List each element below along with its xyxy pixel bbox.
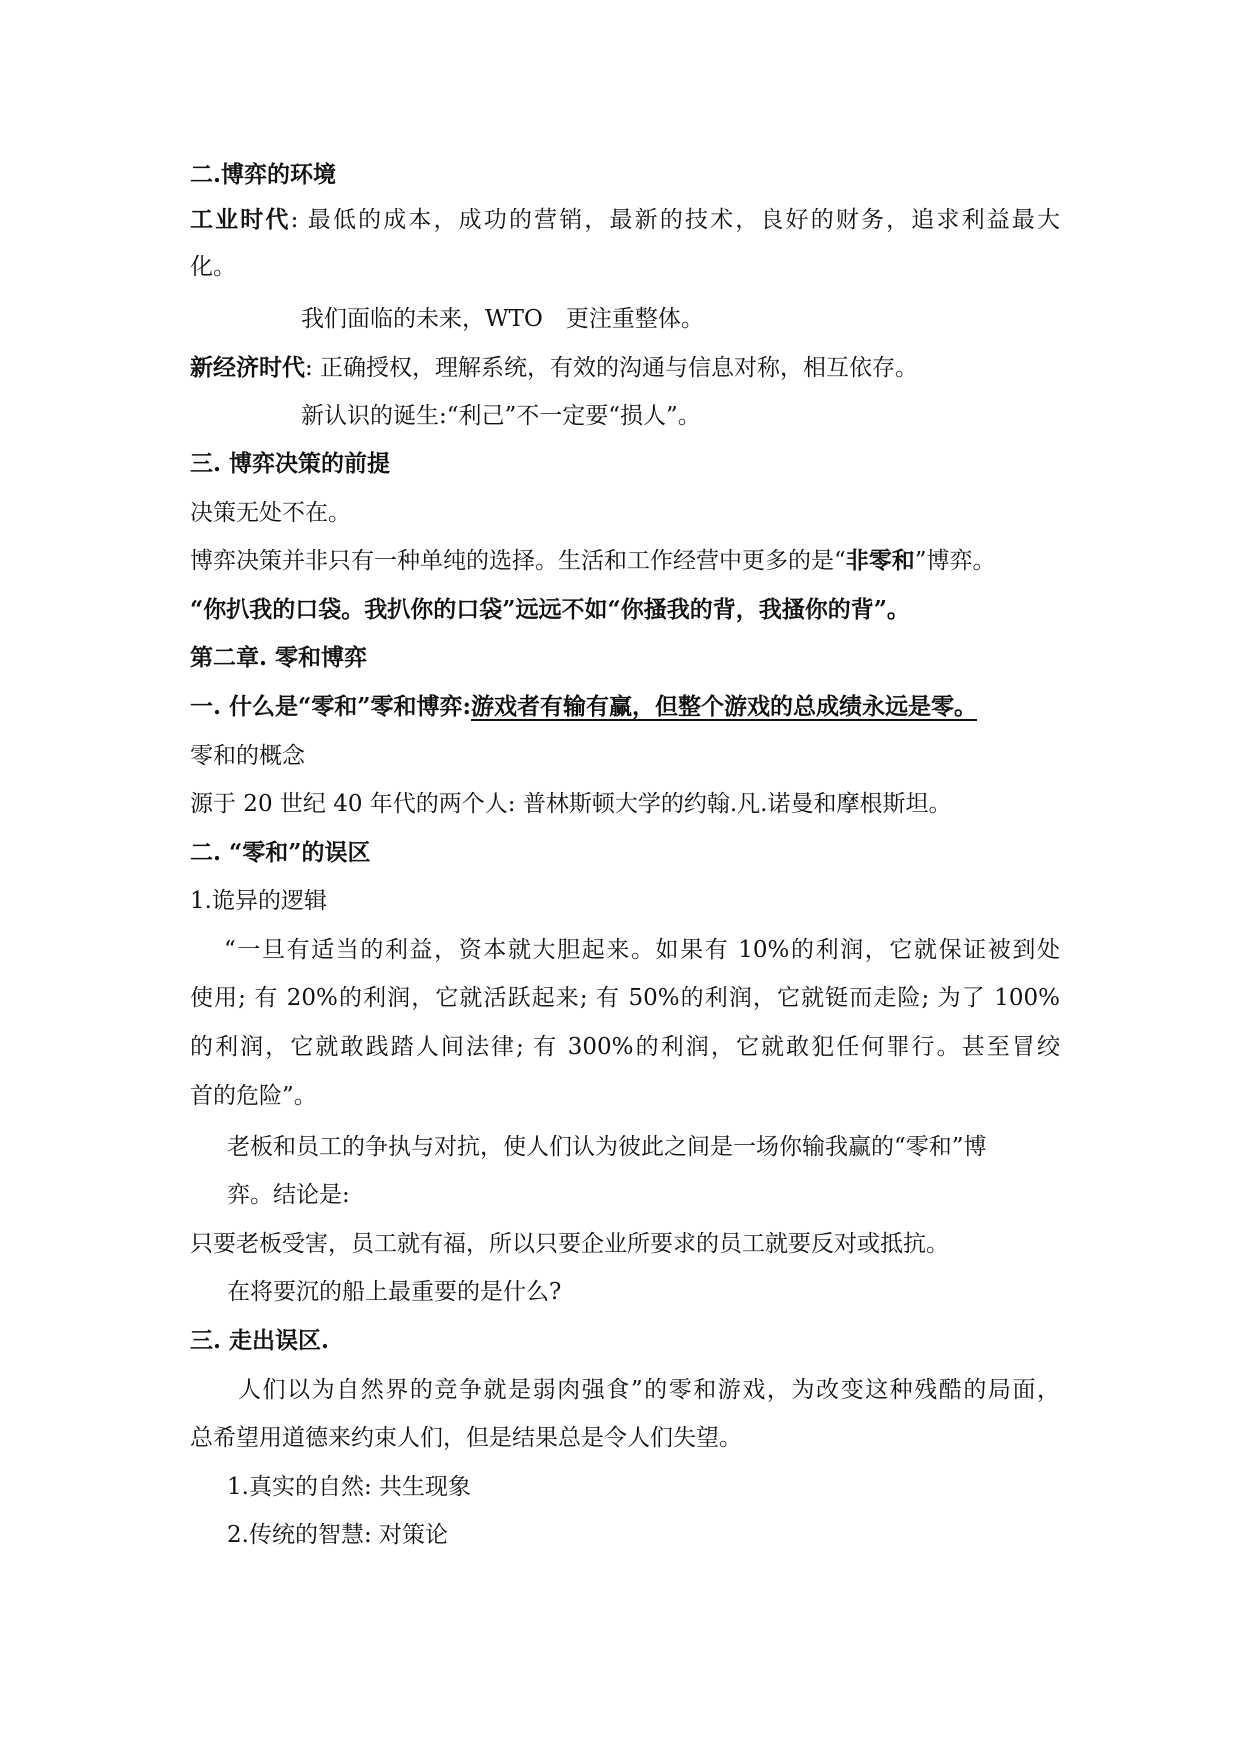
list-item: 2.传统的智慧: 对策论: [227, 1522, 449, 1548]
paragraph-line: [190, 1374, 1060, 1406]
quote-line: 首的危险”。: [190, 1083, 317, 1109]
paragraph-line: [190, 352, 918, 384]
term-text: : 正确授权，理解系统，有效的沟通与信息对称，相互依存。: [305, 355, 919, 381]
section-heading: 二. “零和”的误区: [190, 839, 371, 866]
section-heading: 三. 博弈决策的前提: [190, 450, 391, 477]
paragraph-line: 在将要沉的船上最重要的是什么?: [227, 1279, 562, 1305]
section-heading: 三. 走出误区.: [190, 1327, 330, 1354]
paragraph-run: 人们以为自然界的竞争就是弱肉强食”的零和游戏，为改变这种残酷的局面，: [238, 1377, 1060, 1403]
term-label: 工业时代: [190, 206, 291, 233]
quote-run: “一旦有适当的利益，资本就大胆起来。如果有 10%的利润，它就保证被到处: [224, 937, 1060, 963]
paragraph-line: 源于 20 世纪 40 年代的两个人: 普林斯顿大学的约翰.凡.诺曼和摩根斯坦。: [190, 791, 952, 817]
paragraph-line: 总希望用道德来约束人们，但是结果总是令人们失望。: [190, 1425, 742, 1451]
paragraph-line: 1.诡异的逻辑: [190, 888, 327, 914]
paragraph-line: 只要老板受害，员工就有福，所以只要企业所要求的员工就要反对或抵抗。: [190, 1231, 949, 1257]
paragraph-line: 弈。结论是:: [227, 1182, 350, 1208]
text-run: ”博弈。: [914, 548, 996, 574]
chapter-heading: 第二章. 零和博弈: [190, 644, 368, 671]
term-label: 新经济时代: [190, 354, 305, 381]
emphasis-line: “你扒我的口袋。我扒你的口袋”远远不如“你搔我的背，我搔你的背”。: [190, 596, 910, 623]
paragraph-line: [190, 545, 996, 577]
list-item: 1.真实的自然: 共生现象: [227, 1474, 472, 1500]
paragraph-line: 新认识的诞生:“利己”不一定要“损人”。: [301, 403, 701, 429]
section-heading: 二.博弈的环境: [190, 161, 337, 188]
paragraph-line: 化。: [190, 254, 236, 280]
section-heading: [190, 691, 977, 723]
quote-line: 使用; 有 20%的利润，它就活跃起来; 有 50%的利润，它就铤而走险; 为了 100%: [190, 985, 1060, 1011]
underlined-definition: 游戏者有输有赢，但整个游戏的总成绩永远是零。: [470, 693, 977, 720]
quote-line: 的利润，它就敢践踏人间法律; 有 300%的利润，它就敢犯任何罪行。甚至冒绞: [190, 1034, 1060, 1060]
paragraph-line: 零和的概念: [190, 743, 305, 769]
heading-run: 一. 什么是“零和”零和博弈:: [190, 693, 471, 720]
paragraph-line: 我们面临的未来，WTO 更注重整体。: [301, 306, 704, 332]
quote-line: [190, 934, 1060, 966]
term-text: : 最低的成本，成功的营销，最新的技术，良好的财务，追求利益最大: [290, 207, 1061, 233]
paragraph-line: [190, 204, 1060, 236]
paragraph-line: 老板和员工的争执与对抗，使人们认为彼此之间是一场你输我赢的“零和”博: [227, 1134, 987, 1160]
paragraph-line: 决策无处不在。: [190, 500, 351, 526]
text-run: 博弈决策并非只有一种单纯的选择。生活和工作经营中更多的是“: [190, 548, 846, 574]
emphasis-run: 非零和: [845, 547, 915, 574]
